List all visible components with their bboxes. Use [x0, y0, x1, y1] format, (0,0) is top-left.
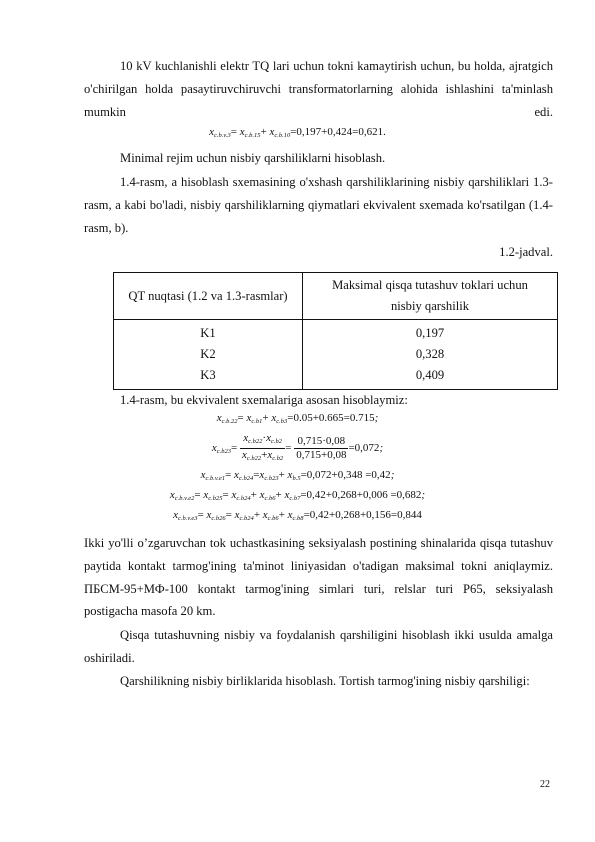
paragraph-min-regime: [84, 147, 553, 170]
table-values-cell: [303, 320, 558, 390]
paragraph-intro: [84, 55, 553, 123]
table-header-point: QT nuqtasi (1.2 va 1.3-rasmlar): [114, 273, 303, 320]
paragraph-min-regime-text: Minimal rejim uchun nisbiy qarshiliklarni hisoblash.: [120, 151, 386, 165]
table-row-point: K1: [200, 326, 216, 340]
table-row-value: 0,197: [415, 326, 445, 340]
table-caption-text: 1.2-jadval.: [499, 245, 553, 259]
equation-3: $x_{c.b23}=$ $\frac{x_{c.b22}\cdot x_{c.b2}}{x_{c.b22}+x_{c.b2}}$ = $\frac{0,715\cdot 0,08}{0,715+0,08}$ =0,072;: [0, 432, 595, 465]
paragraph-intro-text: 10 kV kuchlanishli elektr TQ lari uchun tokni kamaytirish uchun, bu holda, ajratgich o'chirilgan holda pasaytiruvchiruvchi transformatorlarning alohida ishlashini ta'minlash mumkin edi.: [84, 59, 553, 119]
paragraph-two-methods-text: Qisqa tutashuvning nisbiy va foydalanish qarshiligini hisoblash ikki usulda amalga oshiriladi.: [84, 628, 553, 665]
equation-4: $x_{c.b.v.e1}= x_{c.b24}=x_{c.b23}+ x_{b.5}=0,072+0,348 =0,42$;: [200, 469, 395, 482]
table-header-resistance: Maksimal qisqa tutashuv toklari uchun nisbiy qarshilik: [303, 273, 558, 320]
table-row-point: K3: [200, 368, 216, 382]
resistance-table: [113, 272, 558, 390]
equation-6: $x_{c.b.v.e3}= x_{c.b26}= x_{c.b24}+ x_{c.b6}+ x_{c.b8}=0,42+0,268+0,156=0,844$: [173, 509, 422, 522]
page-number: 22: [540, 779, 550, 790]
fraction-symbolic: $\frac{x_{c.b22}\cdot x_{c.b2}}{x_{c.b22}+x_{c.b2}}$: [242, 432, 284, 462]
table-row-value: 0,409: [415, 368, 445, 382]
paragraph-scheme: [84, 171, 553, 239]
paragraph-relative-units: [84, 670, 553, 693]
table-caption: [400, 241, 553, 264]
paragraph-section-post-text: Ikki yo'lli o’zgaruvchan tok uchastkasining seksiyalash postining shinalarida qisqa tutashuv paytida kontakt tarmog'ining ta'minot liniyasidan o'tadigan maksimal tokni aniqlaymiz. ПБСМ-95+МФ-100 kontakt tarmog'ining simlari turi, relslar turi Р65, seksiyalash postigacha masofa 20 km.: [84, 536, 553, 619]
fraction-numeric: $\frac{0,715\cdot 0,08}{0,715+0,08}$: [296, 435, 347, 461]
table-body-row: [114, 320, 558, 390]
paragraph-scheme-text: 1.4-rasm, a hisoblash sxemasining o'xshash qarshiliklarining nisbiy qarshiliklari 1.3-rasm, a kabi bo'ladi, nisbiy qarshiliklarning qiymatlari ekvivalent sxemada ko'rsatilgan (1.4-rasm, b).: [84, 175, 553, 235]
paragraph-relative-units-text: Qarshilikning nisbiy birliklarida hisoblash. Tortish tarmog'ining nisbiy qarshiligi:: [120, 674, 530, 688]
equation-5: $x_{c.b.v.e2}= x_{c.b25}= x_{c.b24}+ x_{c.b6}+ x_{c.b7}=0,42+0,268+0,006 =0,682$;: [169, 489, 426, 502]
equation-2: $x_{c.b.22}= x_{c.b1}+ x_{c.b3}=0.05+0.665=0.715$;: [216, 412, 379, 425]
paragraph-calc-intro-text: 1.4-rasm, bu ekvivalent sxemalariga asosan hisoblaymiz:: [120, 393, 408, 407]
table-row-point: K2: [200, 347, 216, 361]
table-points-cell: [114, 320, 303, 390]
table-header-row: [114, 273, 558, 320]
paragraph-calc-intro: [84, 389, 553, 412]
paragraph-two-methods: [84, 624, 553, 670]
equation-1: $x_{c.b.v.3}= x_{c.b.15}+ x_{c.b.10}=0,197+0,424=0,621$.: [209, 126, 386, 139]
table-row-value: 0,328: [415, 347, 445, 361]
paragraph-section-post: [84, 532, 553, 623]
